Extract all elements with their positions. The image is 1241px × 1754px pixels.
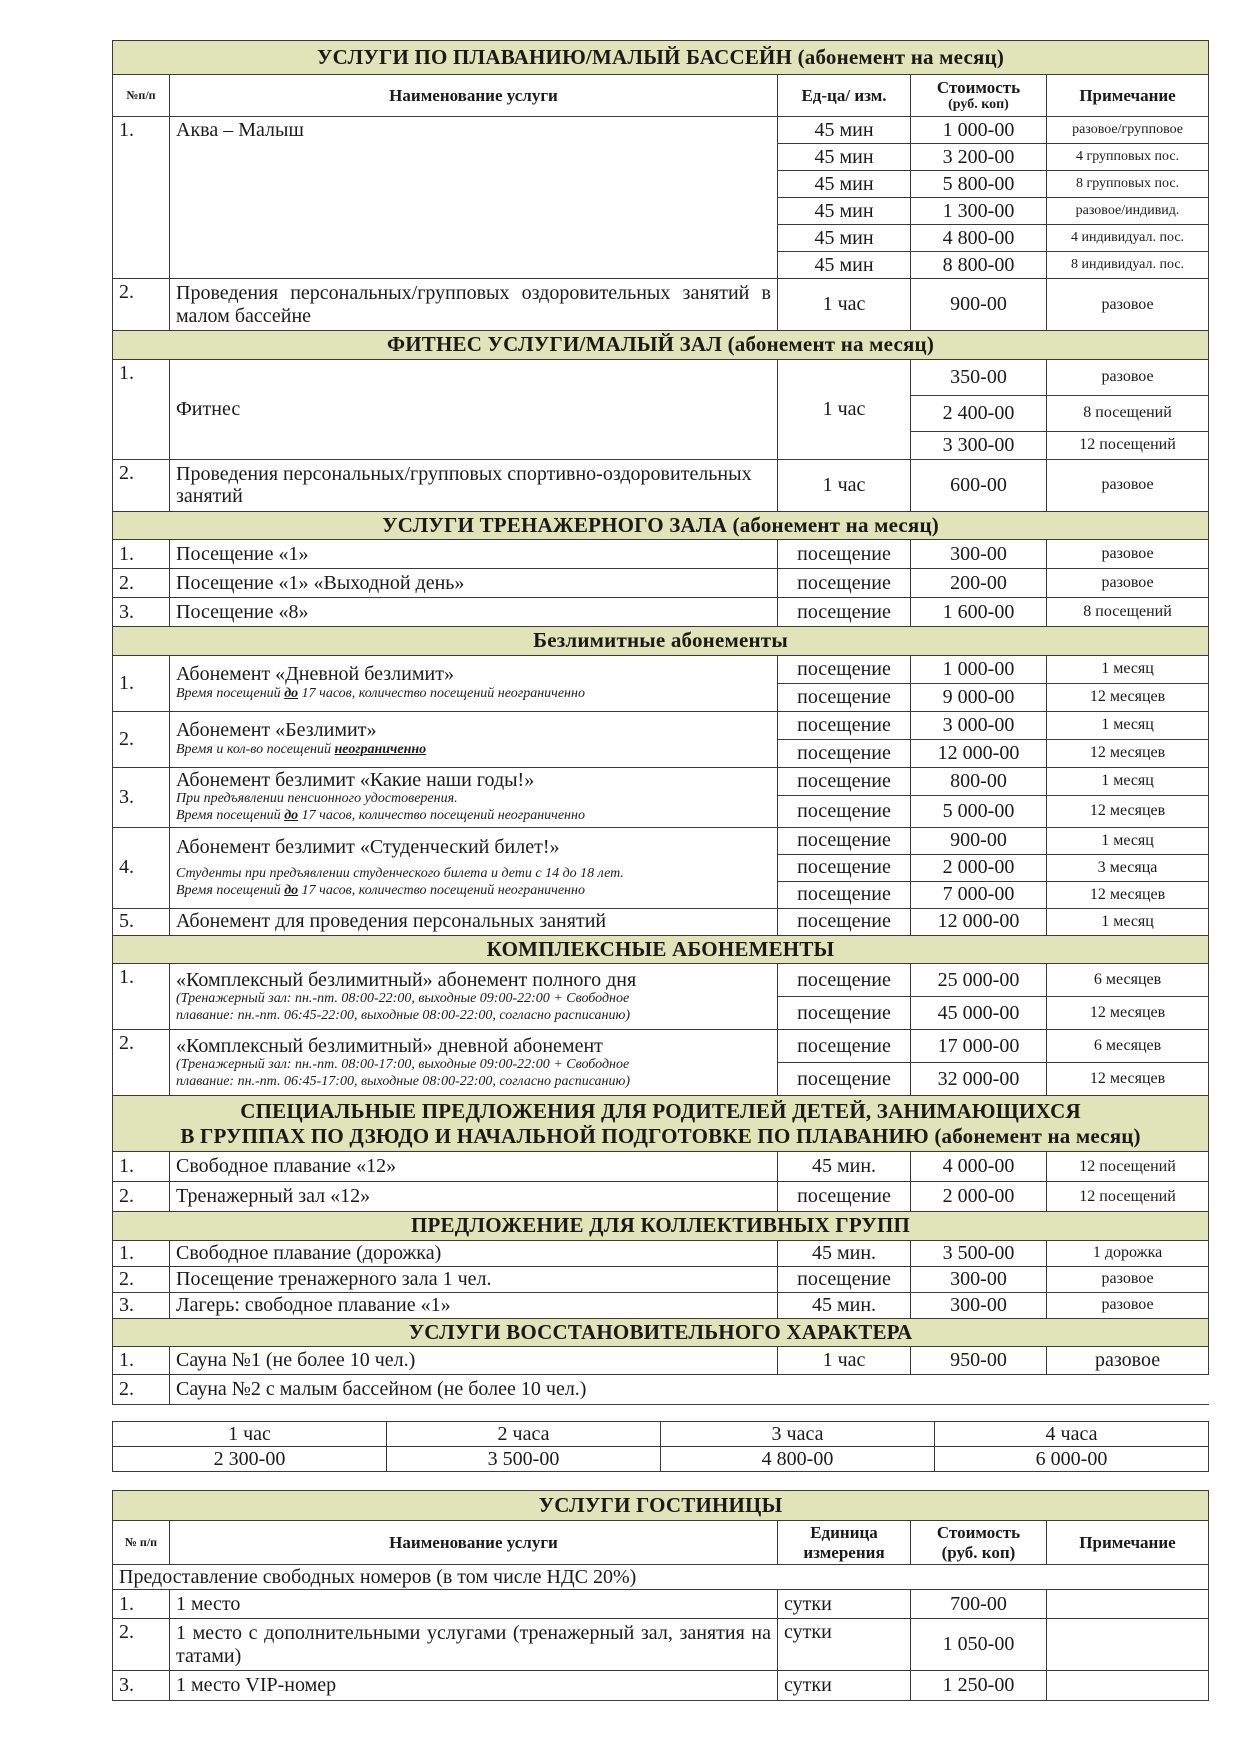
sauna2-hours: 1 час [113, 1422, 387, 1447]
header-note: Примечание [1047, 1521, 1209, 1565]
table-row: 45 мин 4 800-00 4 индивидуал. пос. [113, 225, 1209, 252]
table-row: посещение 2 000-00 3 месяца [113, 854, 1209, 881]
service-name: Посещение «1» «Выходной день» [170, 569, 778, 598]
table-row: 2. «Комплексный безлимитный» дневной абонемент (Тренажерный зал: пн.-пт. 08:00-17:00, выходные 09:00-22:00 + Свободное плавание: пн.-пт. 06:45-17:00, выходные 08:00-22:00, согласно расписанию) посещение 17 000-00 6 месяцев [113, 1030, 1209, 1063]
service-name: Абонемент для проведения персональных занятий [170, 908, 778, 935]
table-row: 2. Абонемент «Безлимит» Время и кол-во посещений неограниченно посещение 3 000-00 1 месяц [113, 711, 1209, 739]
service-name: 1 место [170, 1590, 778, 1619]
table-row: посещение 32 000-00 12 месяцев [113, 1063, 1209, 1096]
table-row: 2 400-00 8 посещений [113, 395, 1209, 431]
section-title-gym: УСЛУГИ ТРЕНАЖЕРНОГО ЗАЛА (абонемент на месяц) [113, 511, 1209, 540]
table-row: 45 мин 1 300-00 разовое/индивид. [113, 198, 1209, 225]
table-row: 2. Проведения персональных/групповых спортивно-оздоровительных занятий 1 час 600-00 разовое [113, 459, 1209, 511]
table-row: 2. Проведения персональных/групповых оздоровительных занятий в малом бассейне 1 час 900-00 разовое [113, 279, 1209, 331]
sauna2-hours: 4 часа [935, 1422, 1209, 1447]
table-row: 1. Фитнес 1 час 350-00 разовое [113, 359, 1209, 395]
table-row: 4. Абонемент безлимит «Студенческий билет!» Студенты при предъявлении студенческого билета и дети с 14 до 18 лет. Время посещений до 17 часов, количество посещений неограниченно посещение 900-00 1 месяц [113, 827, 1209, 854]
section-title-recovery: УСЛУГИ ВОССТАНОВИТЕЛЬНОГО ХАРАКТЕРА [113, 1318, 1209, 1347]
service-name: Фитнес [170, 359, 778, 459]
sauna2-price-grid [112, 1421, 1209, 1472]
header-num: № п/п [113, 1521, 170, 1565]
table-row: посещение 12 000-00 12 месяцев [113, 739, 1209, 767]
section-title-complex: КОМПЛЕКСНЫЕ АБОНЕМЕНТЫ [113, 935, 1209, 964]
table-row: 1. «Комплексный безлимитный» абонемент полного дня (Тренажерный зал: пн.-пт. 08:00-22:00, выходные 09:00-22:00 + Свободное плавание: пн.-пт. 06:45-22:00, выходные 08:00-22:00, согласно расписанию) посещение 25 000-00 6 месяцев [113, 964, 1209, 997]
header-unit: Единица измерения [778, 1521, 911, 1565]
service-name: Абонемент безлимит «Какие наши годы!» При предъявлении пенсионного удостоверения. Время посещений до 17 часов, количество посещений неограниченно [170, 767, 778, 827]
service-name: Абонемент «Дневной безлимит» Время посещений до 17 часов, количество посещений неограниченно [170, 655, 778, 711]
service-name: «Комплексный безлимитный» абонемент полного дня (Тренажерный зал: пн.-пт. 08:00-22:00, выходные 09:00-22:00 + Свободное плавание: пн.-пт. 06:45-22:00, выходные 08:00-22:00, согласно расписанию) [170, 964, 778, 1030]
service-name: Сауна №1 (не более 10 чел.) [170, 1347, 778, 1375]
service-name: Посещение тренажерного зала 1 чел. [170, 1266, 778, 1292]
price-table-hotel [112, 1490, 1209, 1701]
service-name: Аква – Малыш [170, 117, 778, 279]
service-name: Свободное плавание (дорожка) [170, 1240, 778, 1266]
table-row: 45 мин 8 800-00 8 индивидуал. пос. [113, 252, 1209, 279]
table-row: 1. Аква – Малыш 45 мин 1 000-00 разовое/групповое [113, 117, 1209, 144]
table-row: 3 300-00 12 посещений [113, 431, 1209, 459]
service-name: 1 место VIP-номер [170, 1671, 778, 1701]
table-row: посещение 7 000-00 12 месяцев [113, 881, 1209, 908]
section-title-fitness: ФИТНЕС УСЛУГИ/МАЛЫЙ ЗАЛ (абонемент на месяц) [113, 331, 1209, 360]
hotel-intro: Предоставление свободных номеров (в том числе НДС 20%) [113, 1565, 1209, 1590]
table-row: посещение 9 000-00 12 месяцев [113, 683, 1209, 711]
sauna2-hours: 3 часа [661, 1422, 935, 1447]
service-name: Абонемент безлимит «Студенческий билет!» Студенты при предъявлении студенческого билета и дети с 14 до 18 лет. Время посещений до 17 часов, количество посещений неограниченно [170, 827, 778, 908]
service-name: Посещение «8» [170, 598, 778, 627]
service-name: «Комплексный безлимитный» дневной абонемент (Тренажерный зал: пн.-пт. 08:00-17:00, выходные 09:00-22:00 + Свободное плавание: пн.-пт. 06:45-17:00, выходные 08:00-22:00, согласно расписанию) [170, 1030, 778, 1096]
header-price: Стоимость (руб. коп) [911, 1521, 1047, 1565]
table-row: 5. Абонемент для проведения персональных занятий посещение 12 000-00 1 месяц [113, 908, 1209, 935]
section-title-special: СПЕЦИАЛЬНЫЕ ПРЕДЛОЖЕНИЯ ДЛЯ РОДИТЕЛЕЙ ДЕТЕЙ, ЗАНИМАЮЩИХСЯ В ГРУППАХ ПО ДЗЮДО И НАЧАЛЬНОЙ ПОДГОТОВКЕ ПО ПЛАВАНИЮ (абонемент на месяц) [113, 1096, 1209, 1152]
table-row: посещение 45 000-00 12 месяцев [113, 997, 1209, 1030]
table-header [113, 75, 1209, 117]
header-note: Примечание [1047, 75, 1209, 117]
service-name: Проведения персональных/групповых оздоровительных занятий в малом бассейне [170, 279, 778, 331]
table-row: 1. Свободное плавание (дорожка) 45 мин. 3 500-00 1 дорожка [113, 1240, 1209, 1266]
table-row: 3. Лагерь: свободное плавание «1» 45 мин. 300-00 разовое [113, 1292, 1209, 1318]
table-row: 3. 1 место VIP-номер сутки 1 250-00 [113, 1671, 1209, 1701]
sauna2-price: 6 000-00 [935, 1447, 1209, 1472]
section-title-swimming: УСЛУГИ ПО ПЛАВАНИЮ/МАЛЫЙ БАССЕЙН (абонемент на месяц) [113, 41, 1209, 75]
table-row: 45 мин 3 200-00 4 групповых пос. [113, 144, 1209, 171]
price-table-main [112, 40, 1209, 1405]
section-title-hotel: УСЛУГИ ГОСТИНИЦЫ [113, 1491, 1209, 1521]
section-title-groups: ПРЕДЛОЖЕНИЕ ДЛЯ КОЛЛЕКТИВНЫХ ГРУПП [113, 1212, 1209, 1241]
table-row: 3. Посещение «8» посещение 1 600-00 8 посещений [113, 598, 1209, 627]
service-name: Сауна №2 с малым бассейном (не более 10 чел.) [170, 1375, 1209, 1405]
table-header [113, 1521, 1209, 1565]
table-row: 1. Посещение «1» посещение 300-00 разовое [113, 540, 1209, 569]
header-unit: Ед-ца/ изм. [778, 75, 911, 117]
header-name: Наименование услуги [170, 75, 778, 117]
service-name: Лагерь: свободное плавание «1» [170, 1292, 778, 1318]
sauna2-price: 4 800-00 [661, 1447, 935, 1472]
table-row: 1. 1 место сутки 700-00 [113, 1590, 1209, 1619]
service-name: 1 место с дополнительными услугами (тренажерный зал, занятия на татами) [170, 1619, 778, 1671]
service-name: Тренажерный зал «12» [170, 1182, 778, 1212]
header-num: №п/п [113, 75, 170, 117]
table-row: 2. Сауна №2 с малым бассейном (не более 10 чел.) [113, 1375, 1209, 1405]
service-name: Свободное плавание «12» [170, 1152, 778, 1182]
header-name: Наименование услуги [170, 1521, 778, 1565]
sauna2-price: 2 300-00 [113, 1447, 387, 1472]
table-row: 2. Посещение тренажерного зала 1 чел. посещение 300-00 разовое [113, 1266, 1209, 1292]
table-row: 1. Сауна №1 (не более 10 чел.) 1 час 950-00 разовое [113, 1347, 1209, 1375]
sauna2-price: 3 500-00 [387, 1447, 661, 1472]
table-row: 45 мин 5 800-00 8 групповых пос. [113, 171, 1209, 198]
table-row: посещение 5 000-00 12 месяцев [113, 795, 1209, 827]
table-row: 2. Посещение «1» «Выходной день» посещение 200-00 разовое [113, 569, 1209, 598]
section-title-unlimited: Безлимитные абонементы [113, 627, 1209, 656]
header-price: Стоимость (руб. коп) [911, 75, 1047, 117]
table-row: 3. Абонемент безлимит «Какие наши годы!» При предъявлении пенсионного удостоверения. Время посещений до 17 часов, количество посещений неограниченно посещение 800-00 1 месяц [113, 767, 1209, 795]
table-row: 2. Тренажерный зал «12» посещение 2 000-00 12 посещений [113, 1182, 1209, 1212]
service-name: Проведения персональных/групповых спортивно-оздоровительных занятий [170, 459, 778, 511]
table-row: 2. 1 место с дополнительными услугами (тренажерный зал, занятия на татами) сутки 1 050-00 [113, 1619, 1209, 1671]
table-row: 1. Абонемент «Дневной безлимит» Время посещений до 17 часов, количество посещений неограниченно посещение 1 000-00 1 месяц [113, 655, 1209, 683]
table-row: 1. Свободное плавание «12» 45 мин. 4 000-00 12 посещений [113, 1152, 1209, 1182]
service-name: Посещение «1» [170, 540, 778, 569]
sauna2-hours: 2 часа [387, 1422, 661, 1447]
service-name: Абонемент «Безлимит» Время и кол-во посещений неограниченно [170, 711, 778, 767]
